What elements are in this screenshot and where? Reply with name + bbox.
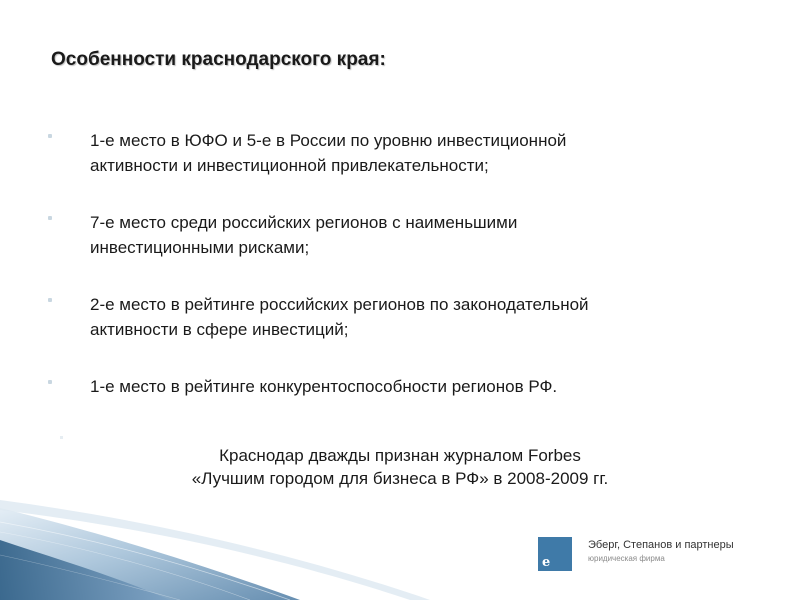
bullet-list: [48, 128, 708, 399]
faint-bullet-icon: [60, 436, 63, 439]
bullet-line: 7-е место среди российских регионов с наименьшими: [90, 213, 518, 232]
square-bullet-icon: [48, 216, 52, 220]
square-bullet-icon: [48, 134, 52, 138]
slide-title: Особенности краснодарского края:: [51, 49, 386, 70]
bullet-item: [48, 210, 708, 260]
logo-e-icon: [538, 537, 572, 571]
bullet-item: [48, 128, 708, 178]
bullet-line: 1-е место в ЮФО и 5-е в России по уровню инвестиционной: [90, 131, 567, 150]
bullet-line: 2-е место в рейтинге российских регионов по законодательной: [90, 295, 589, 314]
logo-company-name: Эберг, Степанов и партнеры: [588, 539, 734, 551]
bullet-item: [48, 292, 708, 342]
bullet-line: активности и инвестиционной привлекательности;: [90, 156, 489, 175]
forbes-statement: [100, 444, 700, 490]
statement-line: «Лучшим городом для бизнеса в РФ» в 2008-2009 гг.: [191, 469, 609, 488]
bullet-line: 1-е место в рейтинге конкурентоспособности регионов РФ.: [90, 377, 558, 396]
logo-mark-letter: e: [542, 555, 551, 570]
square-bullet-icon: [48, 298, 52, 302]
company-logo: [538, 537, 778, 573]
bullet-item: [48, 374, 708, 399]
logo-company-subtitle: юридическая фирма: [588, 554, 665, 563]
bullet-line: активности в сфере инвестиций;: [90, 320, 349, 339]
square-bullet-icon: [48, 380, 52, 384]
bullet-line: инвестиционными рисками;: [90, 238, 310, 257]
statement-line: Краснодар дважды признан журналом Forbes: [219, 446, 581, 465]
